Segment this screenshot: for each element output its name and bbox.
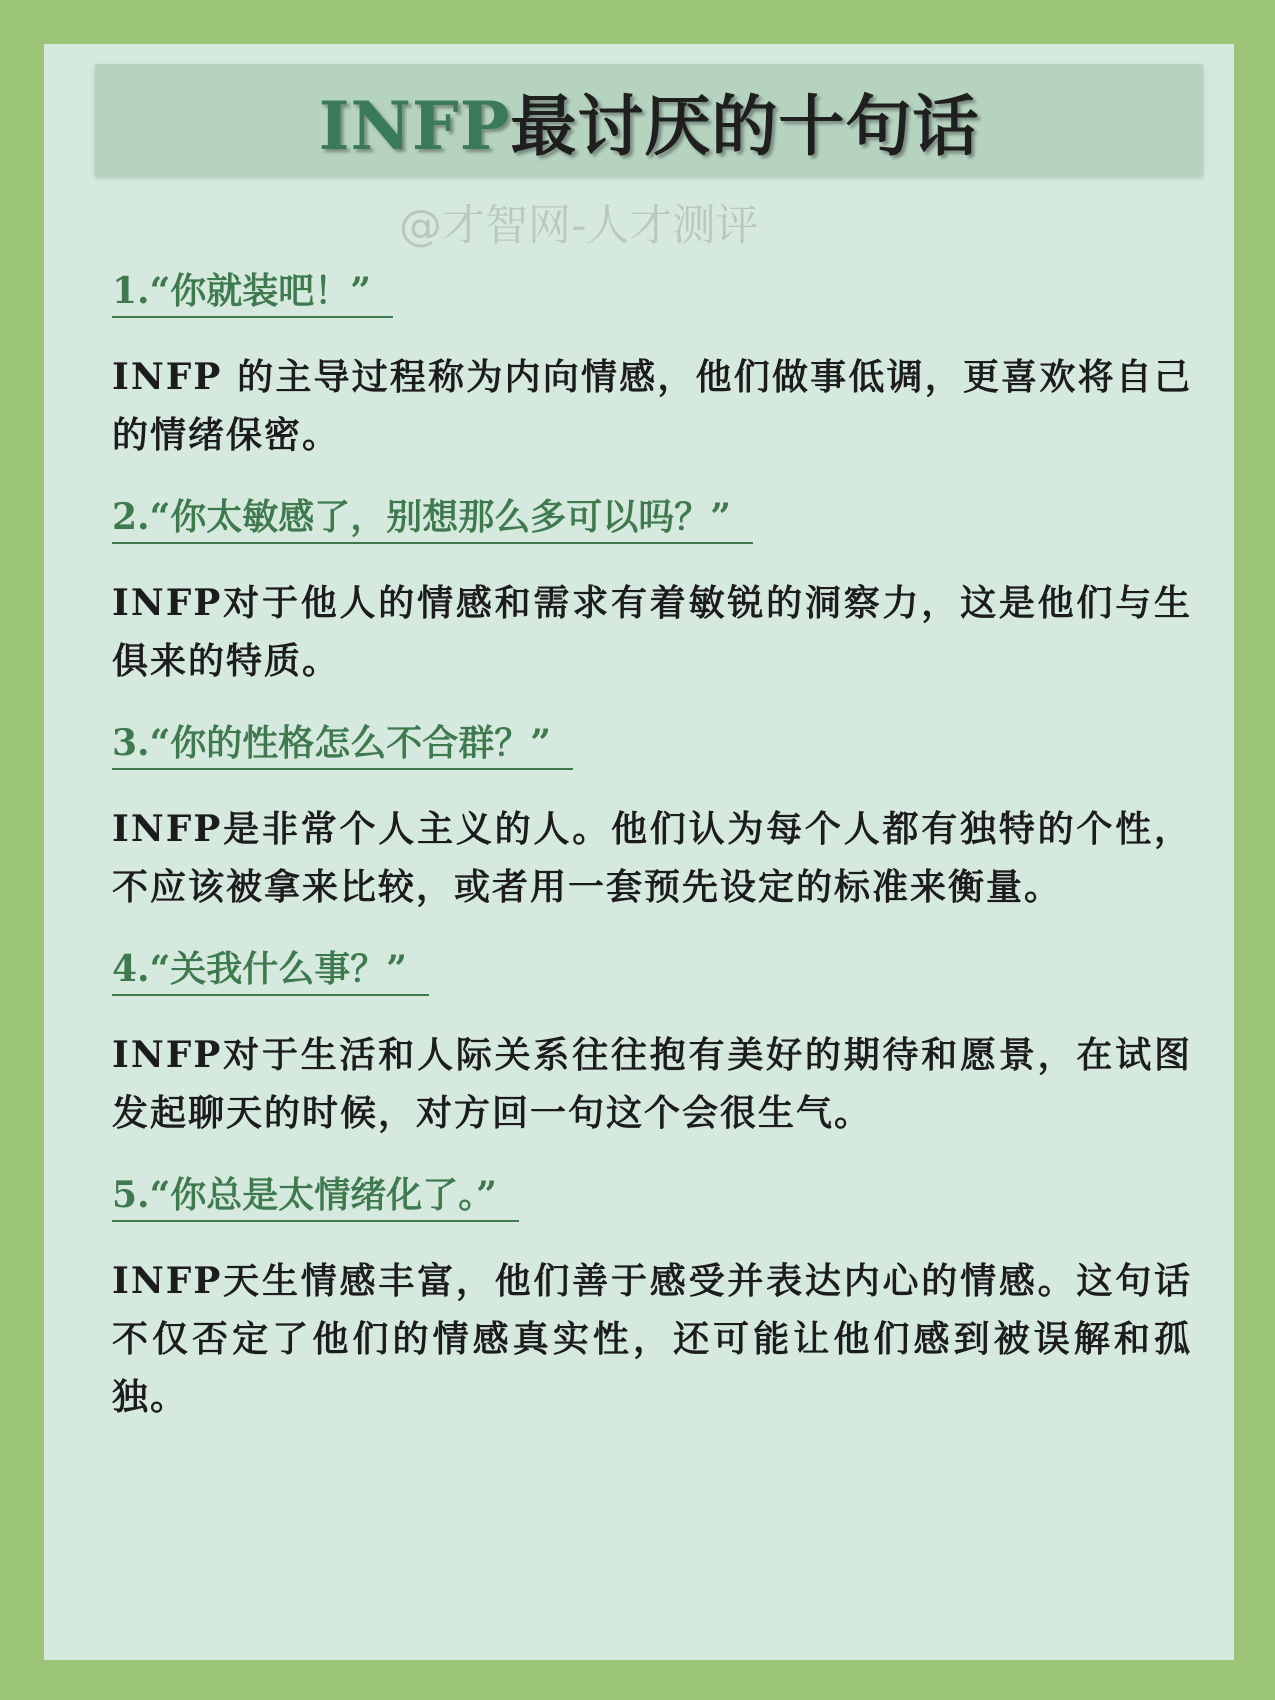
item-heading: 4.“关我什么事？”	[112, 944, 429, 996]
list-item	[112, 266, 1192, 464]
title-banner	[95, 64, 1203, 176]
item-heading: 3.“你的性格怎么不合群？”	[112, 718, 573, 770]
item-heading: 1.“你就装吧！”	[112, 266, 393, 318]
list-item	[112, 492, 1192, 690]
item-body: INFP对于生活和人际关系往往抱有美好的期待和愿景，在试图发起聊天的时候，对方回一句这个会很生气。	[112, 1034, 1192, 1134]
title-rest: 最讨厌的十句话	[510, 86, 980, 165]
article-body	[112, 266, 1192, 1454]
item-body: INFP对于他人的情感和需求有着敏锐的洞察力，这是他们与生俱来的特质。	[112, 582, 1192, 682]
item-body: INFP 的主导过程称为内向情感，他们做事低调，更喜欢将自己的情绪保密。	[112, 356, 1192, 456]
item-heading: 5.“你总是太情绪化了。”	[112, 1170, 519, 1222]
watermark: @才智网-人才测评	[399, 201, 759, 251]
title-accent: INFP	[318, 86, 511, 165]
list-item	[112, 718, 1192, 916]
list-item	[112, 1170, 1192, 1426]
content-card	[44, 44, 1234, 1660]
list-item	[112, 944, 1192, 1142]
page-title	[319, 73, 980, 168]
item-body: INFP是非常个人主义的人。他们认为每个人都有独特的个性，不应该被拿来比较，或者用一套预先设定的标准来衡量。	[112, 808, 1192, 908]
item-body: INFP天生情感丰富，他们善于感受并表达内心的情感。这句话不仅否定了他们的情感真实性，还可能让他们感到被误解和孤独。	[112, 1260, 1192, 1418]
item-heading: 2.“你太敏感了，别想那么多可以吗？”	[112, 492, 753, 544]
